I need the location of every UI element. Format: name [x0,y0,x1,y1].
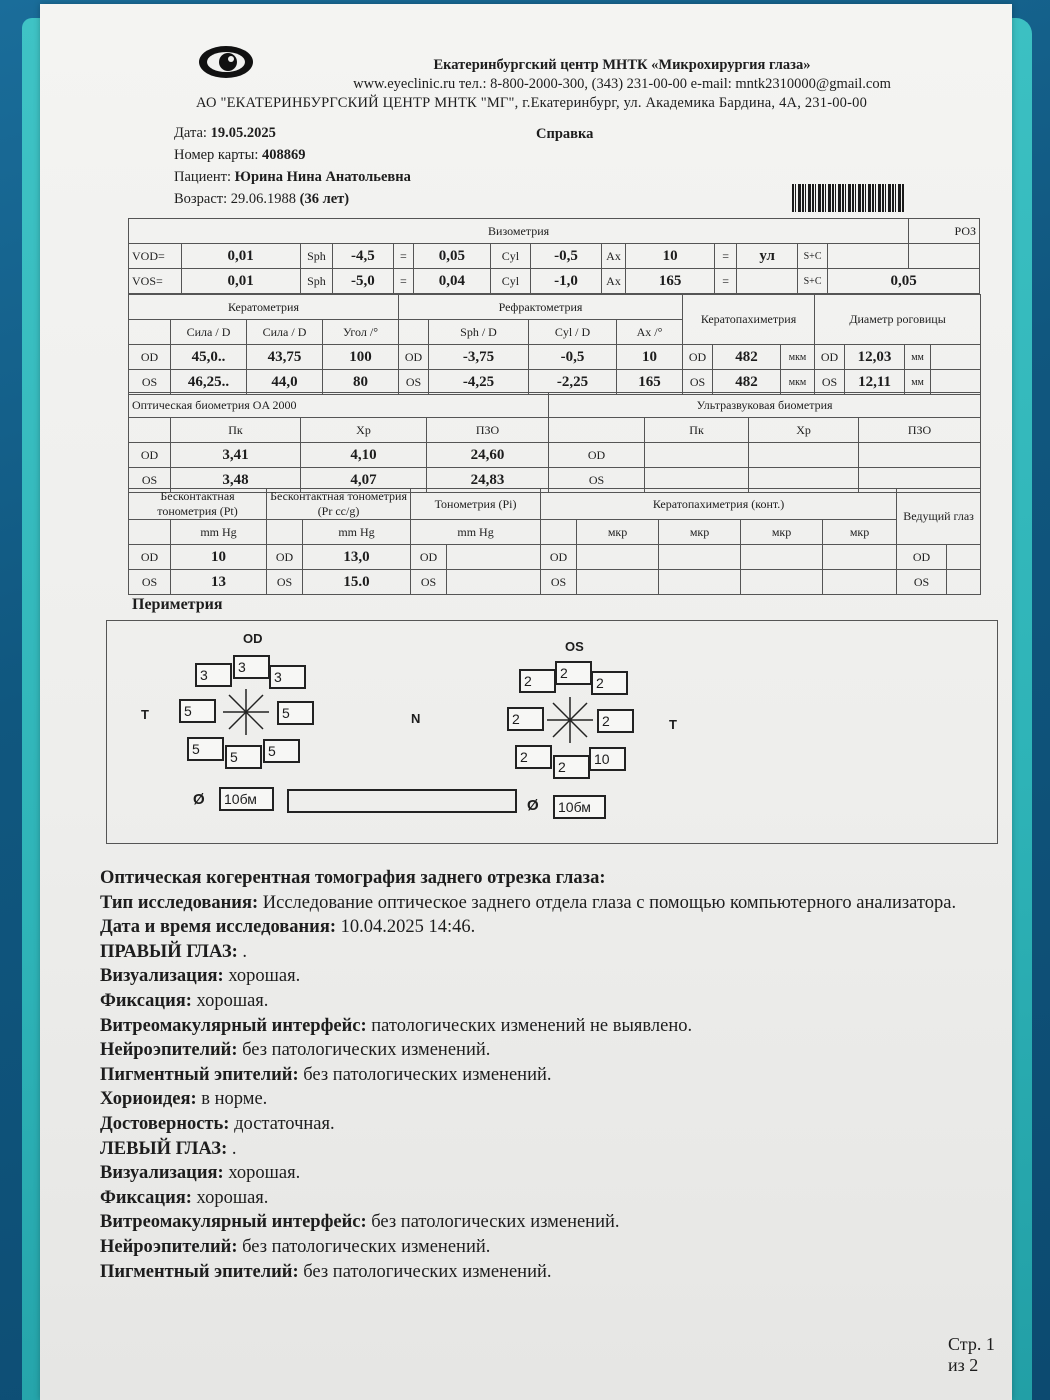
pt-value: 10 [171,545,267,570]
age-years: (36 лет) [299,191,350,207]
sph-label: Sph [300,244,332,269]
diameter-symbol: Ø [527,797,539,814]
ax-label: Ax [601,244,625,269]
eye-label: OS [683,370,713,395]
os-field-bottom-left: 2 [515,745,552,769]
kerato-row-od [129,345,981,370]
finding-value: без патологических изменений. [242,1040,491,1061]
contact-pachymetry-title: Кератопахиметрия (конт.) [541,489,897,520]
unit-label: мм [905,345,931,370]
xr-value: 4,07 [301,468,427,493]
nasal-label: N [411,711,421,726]
diameter-symbol: Ø [193,791,205,808]
dot: . [231,1138,237,1159]
perimetry-note-field [287,789,517,813]
result-value [737,269,798,294]
refractometry-title: Рефрактометрия [399,295,683,320]
sph-label: Sph [300,269,332,294]
ref-cyl-value: -0,5 [529,345,617,370]
finding-value: без патологических изменений. [371,1212,620,1233]
equals-sign: = [715,244,737,269]
pt-title: Бесконтактная тонометрия (Pt) [129,489,267,520]
eye-label: OS [129,570,171,595]
document-type: Справка [536,126,594,142]
age-label: Возраст: [174,191,228,207]
finding-label: Визуализация: [100,1163,224,1184]
unit-label: mm Hg [303,520,411,545]
ref-sph-value: -3,75 [429,345,529,370]
optical-biometry-title: Оптическая биометрия OA 2000 [129,393,549,418]
roz-value: 0,05 [828,269,980,294]
visometry-title: Визометрия [129,219,909,244]
visual-acuity: 0,01 [181,269,300,294]
unit-label: мкр [659,520,741,545]
xr-header: Хр [749,418,859,443]
roz-header: РОЗ [909,219,980,244]
cyl-value: -0,5 [531,244,602,269]
k-power-header: Сила / D [171,320,247,345]
xr-value: 4,10 [301,443,427,468]
k1-value: 45,0.. [171,345,247,370]
eye-label: OS [549,468,645,493]
sc-label: S+C [797,269,827,294]
cyl-label: Cyl [490,244,530,269]
keratometry-title: Кератометрия [129,295,399,320]
card-value: 408869 [261,147,306,163]
barcode [792,184,904,212]
cornea-diameter-value: 12,11 [845,370,905,395]
equals-sign: = [393,244,413,269]
k2-value: 44,0 [247,370,323,395]
visometry-table [128,218,980,294]
od-field-bottom-right: 5 [263,739,300,763]
pk-value: 3,41 [171,443,301,468]
eye-label: OD [267,545,303,570]
unit-label: mm Hg [171,520,267,545]
oct-title: Оптическая когерентная томография заднего отрезка глаза: [100,868,606,888]
equals-sign: = [715,269,737,294]
eye-label: OD [399,345,429,370]
finding-value: хорошая. [228,966,301,987]
pr-value: 13,0 [303,545,411,570]
eye-label: OD [541,545,577,570]
ax-value: 10 [626,244,715,269]
visometry-row-od [129,244,980,269]
unit-label: мкр [823,520,897,545]
equals-sign: = [393,269,413,294]
pzo-header: ПЗО [859,418,981,443]
biometry-table [128,392,981,493]
xr-header: Хр [301,418,427,443]
od-field-top-right: 3 [269,665,306,689]
oct-report [100,866,956,1284]
finding-value: достаточная. [234,1113,335,1134]
org-contacts: www.eyeclinic.ru тел.: 8-800-2000-300, (343) 231-00-00 e-mail: mntk2310000@gmail.com [353,76,891,92]
os-field-top-right: 2 [591,671,628,695]
finding-label: Витреомакулярный интерфейс: [100,1212,367,1233]
unit-label: мм [905,370,931,395]
pzo-header: ПЗО [427,418,549,443]
eye-label: OD [683,345,713,370]
eye-label: OD [815,345,845,370]
kerato-row-os [129,370,981,395]
eye-label: OD [411,545,447,570]
eye-label: OD [897,545,947,570]
pr-value: 15.0 [303,570,411,595]
oct-type-value: Исследование оптическое заднего отдела глаза с помощью компьютерного анализатора. [262,892,957,913]
temporal-label: T [669,717,677,732]
ref-ax-header: Ax /° [617,320,683,345]
eye-label: OS [541,570,577,595]
finding-label: Фиксация: [100,990,192,1011]
os-field-left: 2 [507,707,544,731]
org-name: Екатеринбургский центр МНТК «Микрохирургия глаза» [433,57,811,73]
patient-name: Юрина Нина Анатольевна [234,169,411,185]
eye-label: OS [815,370,845,395]
k-angle-value: 80 [323,370,399,395]
cyl-label: Cyl [490,269,530,294]
oct-type-label: Тип исследования: [100,892,259,913]
od-field-top: 3 [233,655,270,679]
date-label: Дата: [174,125,207,141]
tonometry-row-od [129,545,981,570]
eye-label: OD [129,443,171,468]
finding-value: в норме. [201,1089,268,1110]
unit-label: мкм [781,345,815,370]
corrected-acuity: 0,05 [413,244,490,269]
od-field-top-left: 3 [195,663,232,687]
company-line: АО "ЕКАТЕРИНБУРГСКИЙ ЦЕНТР МНТК "МГ", г.Екатеринбург, ул. Академика Бардина, 4А, 231-00-00 [196,95,868,111]
date-value: 19.05.2025 [210,125,276,141]
visometry-row-os [129,269,980,294]
pi-value [447,570,541,595]
od-label: OD [243,631,263,646]
finding-value: без патологических изменений. [303,1064,552,1085]
k2-value: 43,75 [247,345,323,370]
right-eye-heading: ПРАВЫЙ ГЛАЗ: [100,941,238,962]
k1-value: 46,25.. [171,370,247,395]
ax-label: Ax [601,269,625,294]
left-eye-heading: ЛЕВЫЙ ГЛАЗ: [100,1138,228,1159]
eye-label: OS [399,370,429,395]
os-field-bottom: 2 [553,755,590,779]
page-number: Стр. 1 из 2 [948,1334,995,1375]
finding-label: Пигментный эпителий: [100,1064,299,1085]
finding-label: Достоверность: [100,1113,230,1134]
eye-label: OS [129,370,171,395]
finding-label: Хориоидея: [100,1089,197,1110]
oct-date-value: 10.04.2025 14:46. [340,917,476,938]
tonometry-table [128,488,981,595]
leading-eye-title: Ведущий глаз [897,489,981,545]
finding-value: без патологических изменений. [242,1236,491,1257]
pzo-value: 24,60 [427,443,549,468]
visual-acuity: 0,01 [181,244,300,269]
document-page [40,4,1012,1400]
unit-label: мкм [781,370,815,395]
cornea-diameter-title: Диаметр роговицы [815,295,981,345]
unit-label: мкр [577,520,659,545]
eye-label: OD [549,443,645,468]
ref-sph-value: -4,25 [429,370,529,395]
eye-label: OD [129,545,171,570]
os-field-bottom-right: 10 [589,747,626,771]
cornea-diameter-value: 12,03 [845,345,905,370]
patient-meta [174,122,411,210]
pk-header: Пк [645,418,749,443]
pi-value [447,545,541,570]
us-pzo-value [859,443,981,468]
pzo-value: 24,83 [427,468,549,493]
finding-label: Фиксация: [100,1187,192,1208]
finding-label: Нейроэпителий: [100,1236,238,1257]
perimetry-diagram [106,620,998,844]
unit-label: мкр [741,520,823,545]
eye-label: OD [129,345,171,370]
ref-cyl-header: Cyl / D [529,320,617,345]
clinic-logo-icon [198,44,258,80]
finding-value: патологических изменений не выявлено. [371,1015,693,1036]
finding-value: без патологических изменений. [303,1261,552,1282]
eye-label: OS [411,570,447,595]
pt-value: 13 [171,570,267,595]
roz-value [828,244,909,269]
pachymetry-value: 482 [713,345,781,370]
finding-value: хорошая. [196,1187,269,1208]
leading-eye-value [947,545,981,570]
finding-label: Пигментный эпителий: [100,1261,299,1282]
os-stimulus-size: 10бм [553,795,606,819]
sph-value: -5,0 [333,269,394,294]
us-xr-value [749,443,859,468]
leading-eye-value [947,570,981,595]
ax-value: 165 [626,269,715,294]
k-angle-value: 100 [323,345,399,370]
eye-label: OS [897,570,947,595]
ref-cyl-value: -2,25 [529,370,617,395]
us-pk-value [645,443,749,468]
perimetry-title: Периметрия [132,596,223,613]
keratometry-refractometry-table [128,294,981,395]
sph-value: -4,5 [333,244,394,269]
patient-label: Пациент: [174,169,231,185]
pachymetry-value: 482 [713,370,781,395]
k-angle-header: Угол /° [323,320,399,345]
sc-label: S+C [797,244,827,269]
cyl-value: -1,0 [531,269,602,294]
card-label: Номер карты: [174,147,259,163]
oct-date-label: Дата и время исследования: [100,917,337,938]
od-field-star-icon [221,687,271,737]
finding-value: хорошая. [228,1163,301,1184]
eye-label: VOD= [129,244,182,269]
finding-label: Витреомакулярный интерфейс: [100,1015,367,1036]
unit-label: mm Hg [411,520,541,545]
os-field-top-left: 2 [519,669,556,693]
birth-date: 29.06.1988 [230,191,297,207]
os-label: OS [565,639,584,654]
k-power-header: Сила / D [247,320,323,345]
keratopachymetry-title: Кератопахиметрия [683,295,815,345]
os-field-top: 2 [555,661,592,685]
finding-label: Нейроэпителий: [100,1040,238,1061]
ref-sph-header: Sph / D [429,320,529,345]
ultrasound-biometry-title: Ультразвуковая биометрия [549,393,981,418]
ref-ax-value: 165 [617,370,683,395]
ref-ax-value: 10 [617,345,683,370]
od-field-bottom-left: 5 [187,737,224,761]
corrected-acuity: 0,04 [413,269,490,294]
pi-title: Тонометрия (Pi) [411,489,541,520]
finding-value: хорошая. [196,990,269,1011]
tonometry-row-os [129,570,981,595]
od-stimulus-size: 10бм [219,787,274,811]
temporal-label: T [141,707,149,722]
result-value: ул [737,244,798,269]
document-header [272,56,972,94]
pr-title: Бесконтактная тонометрия (Pr cc/g) [267,489,411,520]
finding-label: Визуализация: [100,966,224,987]
dot: . [242,941,248,962]
eye-label: OS [267,570,303,595]
od-field-bottom: 5 [225,745,262,769]
eye-label: VOS= [129,269,182,294]
biometry-row-od [129,443,981,468]
os-field-star-icon [545,695,595,745]
pk-header: Пк [171,418,301,443]
eye-label: OS [129,468,171,493]
os-field-right: 2 [597,709,634,733]
pk-value: 3,48 [171,468,301,493]
od-field-right: 5 [277,701,314,725]
od-field-left: 5 [179,699,216,723]
